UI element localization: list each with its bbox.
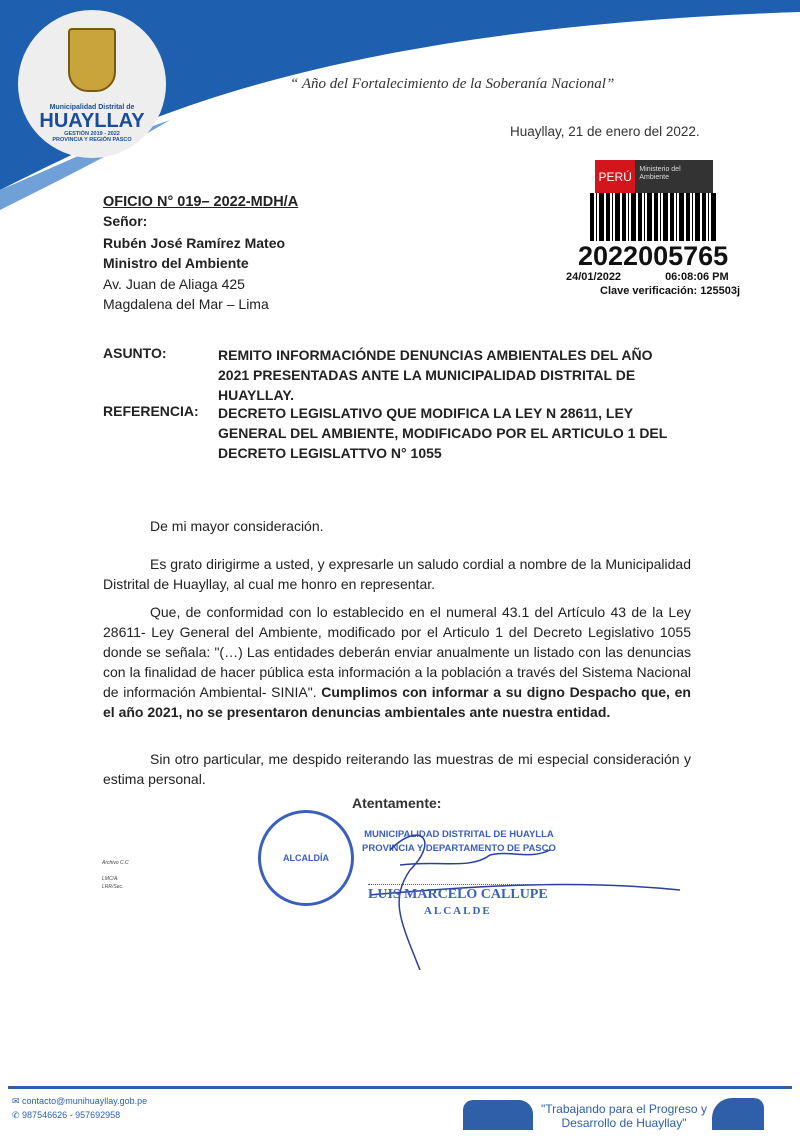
salutation: Señor: — [103, 213, 148, 229]
barcode — [590, 193, 718, 241]
subject-label: ASUNTO: — [103, 345, 167, 361]
municipality-logo: Municipalidad Distrital de HUAYLLAY GESTIÓN 2019 - 2022 PROVINCIA Y REGIÓN PASCO — [18, 10, 166, 158]
archive-note: Archivo C.C — [102, 860, 129, 866]
letter-date: Huayllay, 21 de enero del 2022. — [510, 124, 700, 139]
stone-forest-icon — [463, 1100, 533, 1130]
stone-forest-icon-right — [712, 1098, 764, 1130]
footer-divider — [8, 1086, 792, 1089]
paragraph-2: Que, de conformidad con lo establecido en el numeral 43.1 del Artículo 43 de la Ley 28611- Ley General del Ambiente, modificado por el Articulo 1 del Decreto Legislativo 1055 donde se señala: "(…) Las entidades deberán enviar anualmente un listado con las denuncias con la finalidad de hacer pública esta información a la población a través del Sistema Nacional de información Ambiental- SINIA". Cumplimos con informar a su digno Despacho que, en el año 2021, no se presentaron denuncias ambientales ante nuestra entidad. — [103, 604, 691, 720]
document-number: OFICIO N° 019– 2022-MDH/A — [103, 194, 299, 210]
reference-label: REFERENCIA: — [103, 403, 199, 419]
initials-1: LMC/A. — [102, 876, 119, 882]
stamp-date: 24/01/2022 — [566, 271, 622, 283]
recipient-position: Ministro del Ambiente — [103, 255, 249, 271]
footer-email: ✉ contacto@munihuayllay.gob.pe — [12, 1096, 148, 1106]
mayor-seal: ALCALDÍA — [258, 810, 354, 906]
address-line-1: Av. Juan de Aliaga 425 — [103, 276, 245, 292]
footer-phone: ✆ 987546626 - 957692958 — [12, 1110, 121, 1120]
stamp-time: 06:08:06 PM — [665, 271, 729, 283]
registry-number: 2022005765 — [578, 241, 729, 271]
paragraph-3: Sin otro particular, me despido reiterando las muestras de mi especial consideración y estima personal. — [103, 751, 691, 787]
address-line-2: Magdalena del Mar – Lima — [103, 296, 269, 312]
closing: Atentamente: — [352, 795, 442, 811]
reception-stamp — [566, 160, 778, 297]
reference-text: DECRETO LEGISLATIVO QUE MODIFICA LA LEY N 28611, LEY GENERAL DEL AMBIENTE, MODIFICADO POR EL ARTICULO 1 DEL DECRETO LEGISLATTVO N° 1055 — [218, 405, 668, 461]
phone-icon: ✆ — [12, 1110, 23, 1120]
signature-stamp: MUNICIPALIDAD DISTRITAL DE HUAYLLA PROVINCIA Y DEPARTAMENTO DE PASCO — [362, 829, 556, 854]
greeting: De mi mayor consideración. — [150, 518, 324, 534]
footer-slogan: "Trabajando para el Progreso y Desarrollo de Huayllay" — [541, 1102, 707, 1130]
verification-key: Clave verificación: 125503j — [600, 285, 741, 297]
initials-2: LRR/Sec. — [102, 884, 124, 890]
paragraph-1: Es grato dirigirme a usted, y expresarle un saludo cordial a nombre de la Municipalidad Distrital de Huayllay, al cual me honro en representar. — [103, 556, 691, 592]
paragraph-2-bold: Cumplimos con informar a su digno Despacho que, en el año 2021, no se presentaron denuncias ambientales ante nuestra entidad. — [103, 684, 691, 720]
subject-text: REMITO INFORMACIÓNDE DENUNCIAS AMBIENTALES DEL AÑO 2021 PRESENTADAS ANTE LA MUNICIPALIDAD DISTRITAL DE HUAYLLAY. — [218, 347, 653, 403]
year-motto: “ Año del Fortalecimiento de la Soberanía Nacional” — [290, 76, 615, 92]
email-icon: ✉ — [12, 1096, 23, 1106]
recipient-name: Rubén José Ramírez Mateo — [103, 235, 286, 251]
signer: LUIS MARCELO CALLUPE ALCALDE — [368, 884, 548, 919]
ministry-logo: PERÚ Ministerio del Ambiente — [595, 160, 713, 193]
crest-icon — [68, 28, 116, 92]
